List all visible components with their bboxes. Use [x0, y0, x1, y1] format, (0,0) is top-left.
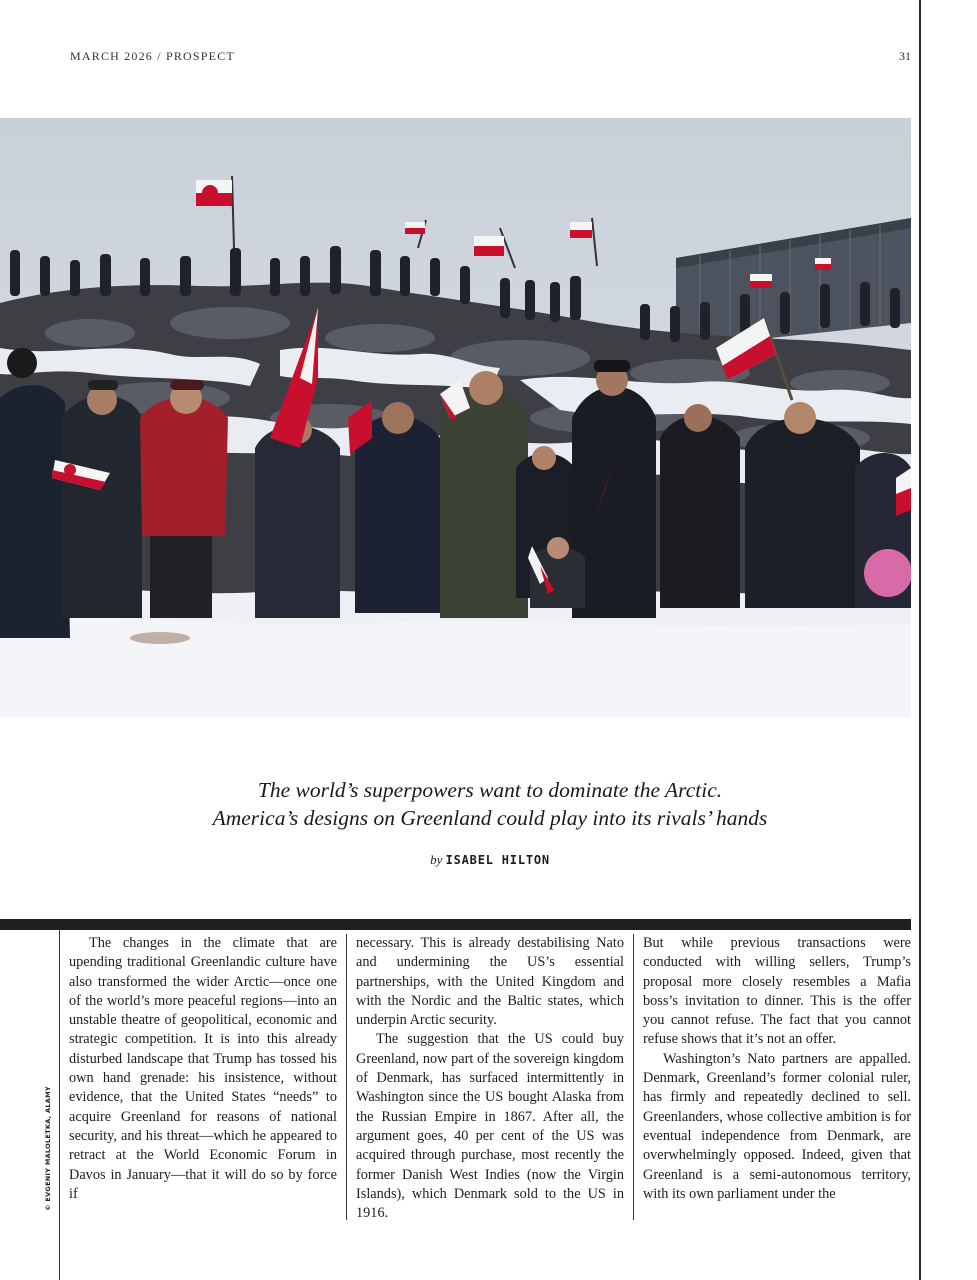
gutter-rule [59, 930, 60, 1280]
photo-credit: © EVGENIY MALOLETKA, ALAMY [44, 1086, 52, 1211]
lead-photo [0, 118, 911, 717]
paragraph: The changes in the climate that are upending traditional Greenlandic culture have also transformed the wider Arctic—once one of the world’s more peaceful regions—into an unstable theatre of geopolitical, economic and strategic competition. It is into this already disturbed landscape that Trump has tossed his own hand grenade: his insistence, without evidence, that the United States “needs” to acquire Greenland for reasons of national security, and his threat—which he appeared to retract at the World Economic Forum in Davos in January—that it will do so by force if [69, 935, 337, 1202]
standfirst-line-1: The world’s superpowers want to dominate the Arctic. [257, 778, 723, 802]
body-column-3 [643, 934, 911, 1204]
issue-and-publication [70, 49, 235, 64]
standfirst-line-2: America’s designs on Greenland could play into its rivals’ hands [212, 806, 768, 830]
paragraph: The suggestion that the US could buy Greenland, now part of the sovereign kingdom of Denmark, has surfaced intermittently in Washington since the US bought Alaska from the Russian Empire in 1867. After all, the argument goes, 40 per cent of the US was acquired through purchase, most recently the former Danish West Indies (now the Virgin Islands), which Denmark sold to the US in 1916. [356, 1031, 624, 1222]
section-rule [0, 919, 911, 930]
lead-photo-illustration [0, 118, 911, 717]
body-column-1 [69, 934, 337, 1204]
author-name: ISABEL HILTON [445, 853, 550, 867]
issue-date: MARCH 2026 [70, 49, 154, 63]
byline [90, 852, 890, 868]
paragraph: Washington’s Nato partners are appalled. Denmark, Greenland’s former colonial ruler, has firmly and repeatedly declined to sell. Greenlanders, whose collective ambition is for eventual independence from Denmark, are overwhelmingly opposed. Indeed, given that Greenland is a semi-autonomous territory, with its own parliament under the [643, 1050, 911, 1202]
body-column-2 [356, 934, 624, 1223]
standfirst [90, 776, 890, 832]
byline-by: by [430, 852, 443, 867]
column-rule [346, 934, 347, 1220]
header-separator: / [157, 49, 162, 63]
paragraph: But while previous transactions were conducted with willing sellers, Trump’s proposal more closely resembles a Mafia boss’s invitation to dinner. This is the offer you cannot refuse. The fact that you cannot refuse shows that it’s not an offer. [643, 935, 911, 1048]
publication-name: PROSPECT [165, 49, 235, 63]
column-rule [633, 934, 634, 1220]
page-number: 31 [899, 49, 911, 63]
paragraph: necessary. This is already destabilising Nato and undermining the US’s essential partnerships, with the United Kingdom and with the Nordic and the Baltic states, which underpin Arctic security. [356, 935, 624, 1029]
page-edge-rule [919, 0, 921, 1280]
running-header [70, 49, 911, 65]
